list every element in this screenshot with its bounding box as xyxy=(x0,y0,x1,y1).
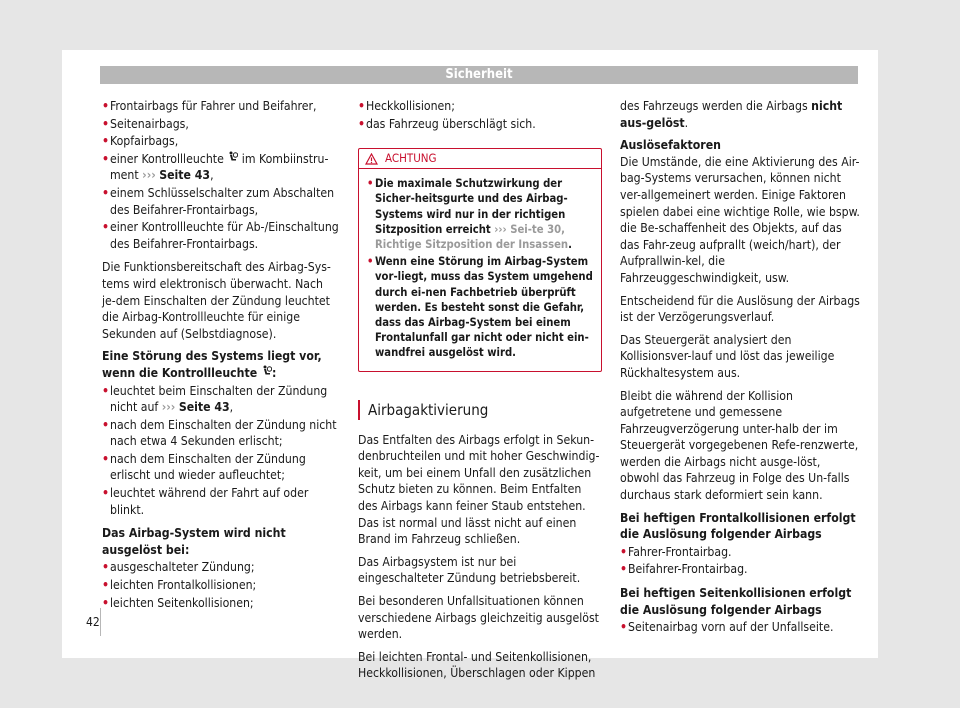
paragraph: Das Airbagsystem ist nur bei eingeschalteter Zündung betriebsbereit. xyxy=(358,554,581,586)
paragraph: Die Funktionsbereitschaft des Airbag-Sys-tems wird elektronisch überwacht. Nach je-dem Einschalten der Zündung leuchtet die Airbag-Kontrollleuchte für einige Sekunden auf (Selbstdiagnose). xyxy=(102,260,331,341)
subheading: Auslösefaktoren xyxy=(620,138,721,153)
subheading: Das Airbag-System wird nicht ausgelöst bei: xyxy=(102,526,286,557)
paragraph: Die Umstände, die eine Aktivierung des Air-bag-Systems verursachen, können nicht ver-allgemeinert werden. Einige Faktoren spielen dabei eine wichtige Rolle, wie bspw. die Be-schaffenheit des Objekts, auf das das Fahr-zeug aufprallt (weich/hart), der Aufprallwin-kel, die Fahrzeuggeschwindigkeit, usw. xyxy=(620,154,860,285)
ref-arrow-icon: ››› xyxy=(494,222,507,236)
column-1 xyxy=(102,98,340,612)
list-item: • Fahrer-Frontairbag. xyxy=(620,544,732,559)
page-number-divider xyxy=(100,608,101,636)
subheading: Bei heftigen Frontalkollisionen erfolgt die Auslösung folgender Airbags xyxy=(620,510,856,542)
paragraph: Bleibt die während der Kollision aufgetretene und gemessene Fahrzeugverzögerung unter-halb der im Steuergerät vorgegebenen Refe-renzwerte, werden die Airbags nicht ausge-löst, obwohl das Fahrzeug in Folge des Un-falls durchaus stark deformiert sein kann. xyxy=(620,388,859,503)
warning-header xyxy=(359,149,601,169)
page-reference-link[interactable]: Sei-te 30, Richtige Sitzposition der Insassen xyxy=(375,222,569,251)
list-item: • leichten Seitenkollisionen; xyxy=(102,595,254,610)
list-item: • leuchtet während der Fahrt auf oder blinkt. xyxy=(102,486,309,517)
section-title: Airbagaktivierung xyxy=(358,400,602,420)
list-item: • Die maximale Schutzwirkung der Sicher-heitsgurte und des Airbag-Systems wird nur in der richtigen Sitzposition erreicht ››› Sei-te 30, Richtige Sitzposition der Insassen. xyxy=(367,177,572,251)
section-header: Sicherheit xyxy=(100,66,858,84)
list-item: • Heckkollisionen; xyxy=(358,99,455,113)
warning-box xyxy=(358,148,602,371)
list-item: • nach dem Einschalten der Zündung nicht nach etwa 4 Sekunden erlischt; xyxy=(102,417,337,449)
list-item: • Seitenairbags, xyxy=(102,116,189,131)
subheading: Bei heftigen Seitenkollisionen erfolgt die Auslösung folgender Airbags xyxy=(620,586,852,617)
list-item: • leuchtet beim Einschalten der Zündung nicht auf ››› Seite 43, xyxy=(102,383,328,415)
paragraph: des Fahrzeugs werden die Airbags nicht aus-gelöst. xyxy=(620,99,843,130)
column-3 xyxy=(620,98,860,637)
ref-arrow-icon: ››› xyxy=(142,168,156,183)
paragraph: Das Entfalten des Airbags erfolgt in Sekun-denbruchteilen und mit hoher Geschwindig-keit, um bei einem Unfall den zusätzlichen Schutz bieten zu können. Beim Entfalten des Airbags kann feiner Staub entstehen. Das ist normal und lässt nicht auf einen Brand im Fahrzeug schließen. xyxy=(358,432,600,547)
list-item: • nach dem Einschalten der Zündung erlischt und wieder aufleuchtet; xyxy=(102,451,306,483)
warning-triangle-icon xyxy=(365,153,378,165)
list-item: • einer Kontrollleuchte für Ab-/Einschaltung des Beifahrer-Frontairbags. xyxy=(102,220,339,251)
page-reference-link[interactable]: Seite 43 xyxy=(178,400,230,415)
column-2 xyxy=(358,98,602,688)
list-item: • ausgeschalteter Zündung; xyxy=(102,560,255,575)
list-item: • einer Kontrollleuchte im Kombiinstru-ment ››› Seite 43, xyxy=(102,151,329,183)
list-item: • Frontairbags für Fahrer und Beifahrer, xyxy=(102,99,317,113)
paragraph: Bei leichten Frontal- und Seitenkollisionen, Heckkollisionen, Überschlagen oder Kippen xyxy=(358,649,596,681)
warning-title: ACHTUNG xyxy=(385,151,437,166)
page-reference-link[interactable]: Seite 43 xyxy=(159,168,211,183)
list-item: • das Fahrzeug überschlägt sich. xyxy=(358,116,536,131)
airbag-warning-icon xyxy=(227,151,238,163)
airbag-warning-icon xyxy=(261,365,272,377)
list-item: • Seitenairbag vorn auf der Unfallseite. xyxy=(620,620,834,635)
paragraph: Entscheidend für die Auslösung der Airbags ist der Verzögerungsverlauf. xyxy=(620,293,860,325)
paragraph: Das Steuergerät analysiert den Kollisionsver-lauf und löst das jeweilige Rückhaltesystem aus. xyxy=(620,332,835,380)
paragraph: Bei besonderen Unfallsituationen können verschiedene Airbags gleichzeitig ausgelöst werden. xyxy=(358,593,599,642)
list-item: • leichten Frontalkollisionen; xyxy=(102,578,257,593)
warning-body xyxy=(359,169,601,370)
list-item: • Beifahrer-Frontairbag. xyxy=(620,562,748,577)
list-item: • Kopfairbags, xyxy=(102,134,179,149)
list-item: • Wenn eine Störung im Airbag-System vor-liegt, muss das System umgehend durch ei-nen Fachbetrieb überprüft werden. Es besteht sonst die Gefahr, dass das Airbag-System bei einem Frontalunfall gar nicht oder nicht ein-wandfrei ausgelöst wird. xyxy=(367,255,593,360)
ref-arrow-icon: ››› xyxy=(161,400,176,415)
subheading: Eine Störung des Systems liegt vor, wenn die Kontrollleuchte : xyxy=(102,349,322,380)
page-number: 42 xyxy=(86,615,100,629)
list-item: • einem Schlüsselschalter zum Abschalten des Beifahrer-Frontairbags, xyxy=(102,185,335,217)
